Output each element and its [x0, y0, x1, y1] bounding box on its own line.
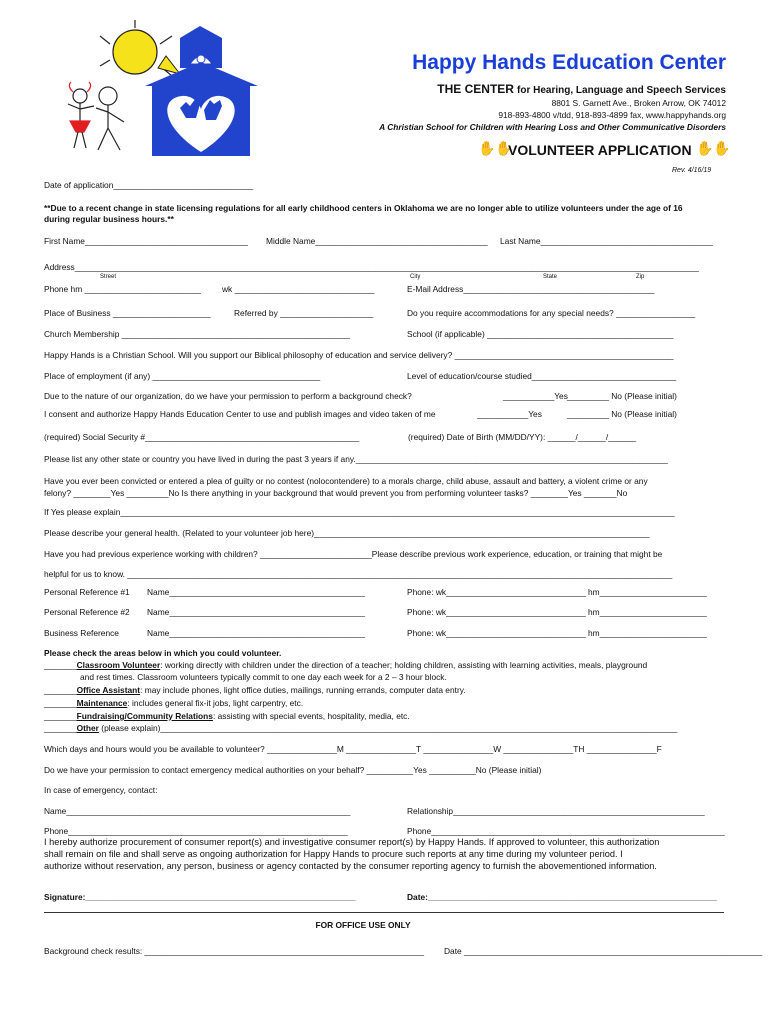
form-title: VOLUNTEER APPLICATION — [508, 142, 692, 158]
office-date-field[interactable]: Date ________________________________________________________________ — [444, 946, 763, 956]
street-caption: Street — [100, 274, 117, 280]
emergency-name-field[interactable]: Name_____________________________________________________________ — [44, 806, 351, 816]
office-use-divider — [44, 912, 724, 913]
referred-by-field[interactable]: Referred by ____________________ — [234, 308, 374, 318]
states-lived-field[interactable]: Please list any other state or country you have lived in during the past 3 years if any.___________________________________________________________________ — [44, 454, 668, 464]
authorization-text-3: authorize without reservation, any person, business or agency contacted by the consumer reporting agency to furnish the abovementioned information. — [44, 861, 657, 871]
school-field[interactable]: School (if applicable) ________________________________________ — [407, 329, 674, 339]
experience-field[interactable]: Have you had previous experience working with children? ________________________Please describe previous work experience, education, or training that might be — [44, 549, 663, 559]
explain-field[interactable]: If Yes please explain_______________________________________________________________________________________________________________________ — [44, 507, 675, 517]
media-consent-yes[interactable]: ___________Yes — [477, 409, 542, 419]
school-logo-illustration — [40, 26, 265, 166]
organization-address: 8801 S. Garnett Ave., Broken Arrow, OK 74012 — [551, 98, 726, 108]
email-field[interactable]: E-Mail Address_________________________________________ — [407, 284, 655, 294]
background-check-question: Due to the nature of our organization, do we have your permission to perform a background check? — [44, 391, 412, 401]
dob-field[interactable]: (required) Date of Birth (MM/DD/YY): ______/______/______ — [408, 432, 637, 442]
classroom-volunteer-option[interactable]: _______Classroom Volunteer: working directly with children under the direction of a teacher; holding children, assisting with learning activities, meals, playground — [44, 660, 648, 670]
conviction-question: Have you ever been convicted or entered a plea of guilty or no contest (nolocontendere) to a morals charge, child abuse, assault and battery, a violent crime or any — [44, 476, 648, 486]
signature-field[interactable]: Signature:__________________________________________________________ — [44, 892, 356, 902]
state-caption: State — [543, 274, 558, 280]
handprint-right-icon: ✋✋ — [696, 140, 731, 156]
city-caption: City — [410, 274, 421, 280]
last-name-field[interactable]: Last Name_____________________________________ — [500, 236, 713, 246]
maintenance-option[interactable]: _______Maintenance: includes general fix-it jobs, light carpentry, etc. — [44, 698, 304, 708]
emergency-phone-2-field[interactable]: Phone_______________________________________________________________ — [407, 826, 725, 836]
home-phone-field[interactable]: Phone hm _________________________ — [44, 284, 201, 294]
volunteer-areas-heading: Please check the areas below in which you could volunteer. — [44, 648, 282, 658]
zip-caption: Zip — [636, 274, 645, 280]
background-results-field[interactable]: Background check results: ____________________________________________________________ — [44, 946, 425, 956]
organization-mission: A Christian School for Children with Hearing Loss and Other Communicative Disorders — [379, 122, 726, 132]
revision-date: Rev. 4/16/19 — [672, 167, 712, 174]
emergency-relationship-field[interactable]: Relationship______________________________________________________ — [407, 806, 705, 816]
signature-date-field[interactable]: Date:______________________________________________________________ — [407, 892, 717, 902]
age-notice: **Due to a recent change in state licensing regulations for all early childhood centers in Oklahoma we are no longer able to utilize volunteers under the age of 16 — [44, 203, 683, 213]
background-check-yes[interactable]: ___________Yes — [503, 391, 568, 401]
reference-2-label: Personal Reference #2 — [44, 607, 130, 617]
reference-1-home-phone[interactable]: hm_______________________ — [588, 587, 707, 597]
emergency-phone-field[interactable]: Phone____________________________________________________________ — [44, 826, 348, 836]
business-reference-work-phone[interactable]: Phone: wk______________________________ — [407, 628, 586, 638]
education-level-field[interactable]: Level of education/course studied_______________________________ — [407, 371, 677, 381]
business-reference-name[interactable]: Name__________________________________________ — [147, 628, 365, 638]
organization-subtitle: THE CENTER for Hearing, Language and Speech Services — [437, 82, 726, 96]
fundraising-option[interactable]: _______Fundraising/Community Relations: assisting with special events, hospitality, media, etc. — [44, 711, 410, 721]
reference-1-name[interactable]: Name__________________________________________ — [147, 587, 365, 597]
philosophy-field[interactable]: Happy Hands is a Christian School. Will you support our Biblical philosophy of education and service delivery? _______________________________________________ — [44, 350, 674, 360]
office-use-heading: FOR OFFICE USE ONLY — [315, 920, 411, 930]
age-notice-line2: during regular business hours.** — [44, 214, 174, 224]
office-assistant-option[interactable]: _______Office Assistant: may include phones, light office duties, mailings, running errands, computer data entry. — [44, 685, 466, 695]
helpful-field[interactable]: helpful for us to know. _____________________________________________________________________________________________________________________ — [44, 569, 673, 579]
employment-field[interactable]: Place of employment (if any) ____________________________________ — [44, 371, 321, 381]
reference-1-label: Personal Reference #1 — [44, 587, 130, 597]
address-field[interactable]: Address______________________________________________________________________________________________________________________________________ — [44, 262, 699, 272]
reference-1-work-phone[interactable]: Phone: wk______________________________ — [407, 587, 586, 597]
organization-contact: 918-893-4800 v/tdd, 918-893-4899 fax, www.happyhands.org — [498, 110, 726, 120]
emergency-contact-heading: In case of emergency, contact: — [44, 785, 158, 795]
business-reference-label: Business Reference — [44, 628, 119, 638]
availability-field[interactable]: Which days and hours would you be available to volunteer? _______________M _______________T _______________W _______________TH _______________F — [44, 744, 662, 754]
health-field[interactable]: Please describe your general health. (Related to your volunteer job here)________________________________________________________________________ — [44, 528, 650, 538]
work-phone-field[interactable]: wk ______________________________ — [222, 284, 375, 294]
media-consent-question: I consent and authorize Happy Hands Education Center to use and publish images and video taken of me — [44, 409, 436, 419]
emergency-permission-field[interactable]: Do we have your permission to contact emergency medical authorities on your behalf? __________Yes __________No (Please initial) — [44, 765, 542, 775]
middle-name-field[interactable]: Middle Name_____________________________________ — [266, 236, 488, 246]
reference-2-home-phone[interactable]: hm_______________________ — [588, 607, 707, 617]
classroom-volunteer-desc: and rest times. Classroom volunteers typically commit to one day each week for a 2 – 3 hour block. — [80, 672, 447, 682]
ssn-field[interactable]: (required) Social Security #______________________________________________ — [44, 432, 360, 442]
other-option[interactable]: _______Other (please explain)_______________________________________________________________________________________________________________ — [44, 723, 678, 733]
organization-title: Happy Hands Education Center — [412, 51, 726, 74]
reference-2-work-phone[interactable]: Phone: wk______________________________ — [407, 607, 586, 617]
business-reference-home-phone[interactable]: hm_______________________ — [588, 628, 707, 638]
schoolhouse-icon — [145, 26, 258, 156]
reference-2-name[interactable]: Name__________________________________________ — [147, 607, 365, 617]
date-of-application-field[interactable]: Date of application______________________________ — [44, 180, 254, 190]
authorization-text-1: I hereby authorize procurement of consumer report(s) and investigative consumer report(s) by Happy Hands. If approved to volunteer, this authorization — [44, 837, 660, 847]
sun-icon — [100, 20, 180, 76]
background-check-no[interactable]: _________ No (Please initial) — [567, 391, 677, 401]
accommodations-field[interactable]: Do you require accommodations for any special needs? _________________ — [407, 308, 696, 318]
handprint-left-icon: ✋✋ — [478, 140, 513, 156]
first-name-field[interactable]: First Name___________________________________ — [44, 236, 248, 246]
place-of-business-field[interactable]: Place of Business _____________________ — [44, 308, 211, 318]
media-consent-no[interactable]: _________ No (Please initial) — [567, 409, 677, 419]
conviction-answers[interactable]: felony? ________Yes _________No Is there anything in your background that would prevent you from performing volunteer tasks? ________Yes _______No — [44, 488, 628, 498]
authorization-text-2: shall remain on file and shall serve as ongoing authorization for Happy Hands to procure such reports at any time during my volunteer period. I — [44, 849, 623, 859]
church-membership-field[interactable]: Church Membership _________________________________________________ — [44, 329, 350, 339]
stick-figures-icon — [68, 82, 124, 150]
